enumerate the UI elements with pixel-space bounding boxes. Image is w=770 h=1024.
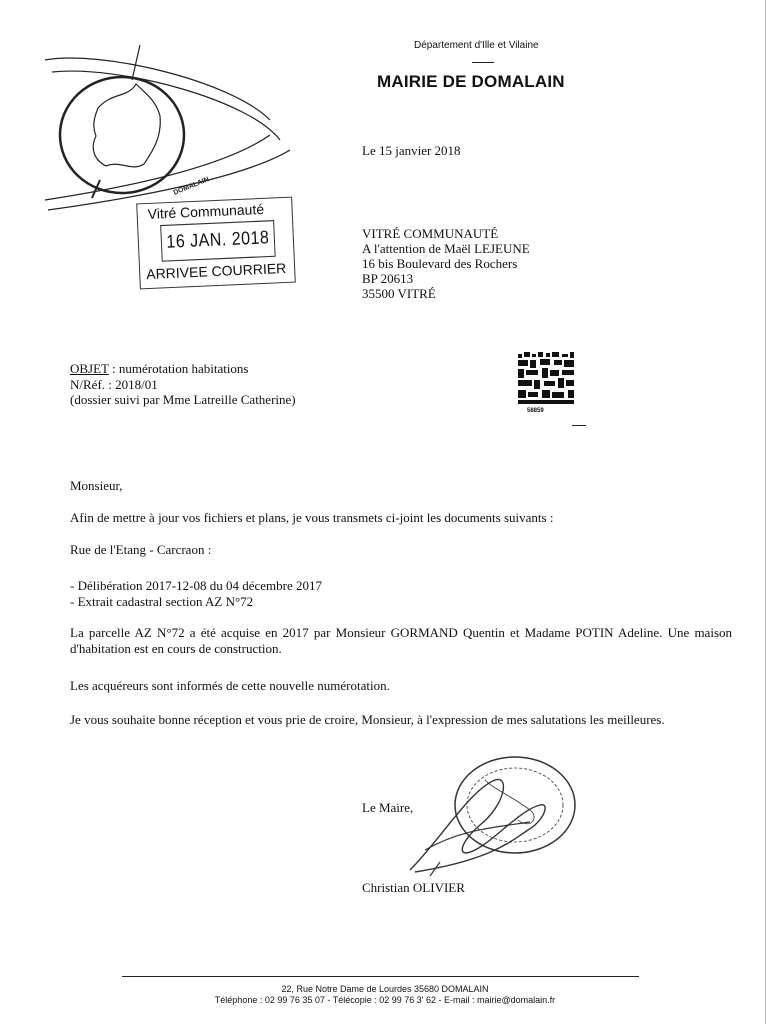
document-list: [70, 578, 322, 610]
footer: [0, 984, 770, 1006]
recipient-address: [362, 226, 530, 301]
footer-divider: [122, 976, 639, 977]
domalain-logo: [40, 40, 290, 220]
recipient-line: BP 20613: [362, 271, 414, 286]
signatory-title: Le Maire,: [362, 800, 414, 815]
recipient-line: VITRÉ COMMUNAUTÉ: [362, 226, 499, 241]
recipient-line: 16 bis Boulevard des Rochers: [362, 256, 518, 271]
mayor-seal-signature: [400, 750, 590, 880]
reference-line: N/Réf. : 2018/01: [70, 376, 158, 392]
stamp-date: 16 JAN. 2018: [160, 220, 275, 262]
datamatrix-code: [516, 350, 576, 406]
document-item: - Extrait cadastral section AZ N°72: [70, 594, 254, 609]
logo-label: DOMALAIN: [172, 176, 211, 197]
object-line: [70, 361, 296, 377]
parcel-paragraph: La parcelle AZ N°72 a été acquise en 2017 par Monsieur GORMAND Quentin et Madame POTIN Adeline. Une maison d'habitation est en cours de construction.: [70, 625, 732, 656]
datamatrix-number: 58859: [527, 408, 544, 414]
datamatrix-dash: [572, 425, 586, 426]
object-label: OBJET: [70, 361, 109, 376]
stamp-label: ARRIVEE COURRIER: [145, 259, 287, 283]
mairie-heading: MAIRIE DE DOMALAIN: [377, 72, 565, 91]
footer-address: 22, Rue Notre Dame de Lourdes 35680 DOMALAIN: [281, 984, 489, 994]
street-line: Rue de l'Etang - Carcraon :: [70, 542, 212, 557]
intro-paragraph: Afin de mettre à jour vos fichiers et plans, je vous transmets ci-joint les documents suivants :: [70, 510, 554, 525]
department-heading: Département d'Ille et Vilaine: [414, 40, 539, 51]
salutation: Monsieur,: [70, 478, 123, 493]
object-block: [70, 361, 296, 408]
page-edge-line: [765, 0, 766, 1024]
signatory-name: Christian OLIVIER: [362, 880, 465, 895]
closing-paragraph: Je vous souhaite bonne réception et vous prie de croire, Monsieur, à l'expression de mes salutations les meilleures.: [70, 712, 665, 727]
document-item: - Délibération 2017-12-08 du 04 décembre 2017: [70, 578, 322, 593]
stamp-organization: Vitré Communauté: [147, 200, 265, 222]
inform-paragraph: Les acquéreurs sont informés de cette nouvelle numérotation.: [70, 678, 390, 693]
received-stamp: [136, 197, 296, 290]
recipient-line: A l'attention de Maël LEJEUNE: [362, 241, 530, 256]
recipient-line: 35500 VITRÉ: [362, 286, 436, 301]
header-divider: [472, 62, 494, 63]
footer-contact: Téléphone : 02 99 76 35 07 - Télécopie : 02 99 76 3' 62 - E-mail : mairie@domalain.fr: [214, 995, 556, 1005]
letter-date: Le 15 janvier 2018: [362, 143, 461, 158]
followed-by-line: (dossier suivi par Mme Latreille Catherine): [70, 392, 296, 407]
object-text: : numérotation habitations: [108, 361, 249, 376]
